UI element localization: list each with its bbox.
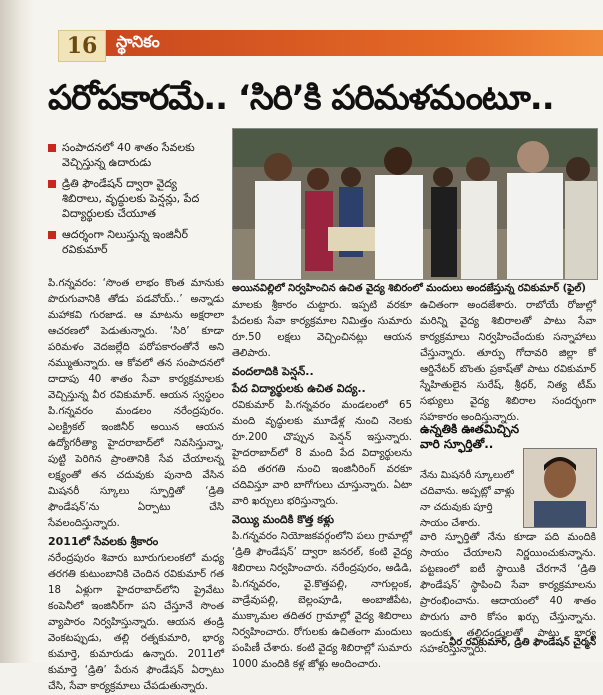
headline: పరోపకారమే.. ‘సిరి’కి పరిమళమంటూ..	[48, 78, 554, 118]
article-paragraph: ఉచితంగా అందజేశారు. రాబోయే రోజుల్లో మరిన్ని వైద్య శిబిరాలతో పాటు సేవా కార్యక్రమాలు నిర్వహించేందుకు సన్నాహాలు చేస్తున్నారు. తూర్పు గోదావరి జిల్లా కో ఆర్డినేటర్ బొంతు ప్రకాష్‌తో పాటు రవికుమార్ స్నేహితులైన సురేష్, శ్రీధర్, నిత్య టీమ్ సభ్యులు వైద్య శిబిరాల సందర్భంగా సహకారం అందిస్తున్నారు.	[420, 300, 596, 423]
subheading: పేద విద్యార్థులకు ఉచిత విద్య..	[232, 382, 366, 395]
subheading: ఉన్నతికి ఊతమిచ్చిన వారి స్ఫూర్తితో..	[420, 422, 519, 451]
highlight-item: డ్రితి ఫౌండేషన్ ద్వారా వైద్య శిబిరాలు, వృద్ధులకు పెన్షన్లు, పేద విద్యార్థులకు చేయూత	[48, 176, 218, 221]
article-column-4	[420, 530, 596, 655]
subheading: వందలాదికి పెన్షన్..	[232, 365, 314, 378]
photo-caption: అయినవిల్లిలో నిర్వహించిన ఉచిత వైద్య శిబిరంలో మందులు అందజేస్తున్న రవికుమార్ (ఫైల్)	[232, 283, 586, 294]
event-photo-image	[233, 129, 597, 279]
article-paragraph: మాలకు శ్రీకారం చుట్టారు. ఇప్పటి వరకూ పేదలకు సేవా కార్యక్రమాల నిమిత్తం సుమారు రూ.50 లక్షలు వెచ్చించినట్లు ఆయన తెలిపారు.	[232, 300, 412, 359]
highlight-item: ఆదర్శంగా నిలుస్తున్న ఇంజినీర్ రవికుమార్	[48, 227, 218, 257]
portrait-image	[524, 449, 596, 527]
signature: - వీర రవికుమార్, డ్రితి ఫౌండేషన్ చైర్మన్	[441, 637, 596, 648]
subheading: వెయ్యి మందికి కొత్త కళ్లు	[232, 513, 334, 526]
highlights-list	[48, 140, 218, 263]
article-paragraph: పి.గన్నవరం నియోజకవర్గంలోని పలు గ్రామాల్లో ‘డ్రితి ఫౌండేషన్’ ద్వారా జనరల్, కంటి వైద్య శిబిరాలు నిర్వహించారు. నరేంద్రపురం, అడిడి, పి.గన్నవరం, వై.కొత్తపల్లి, నాగుల్లంక, వాడ్రేవుపల్లి, బెల్లంపూడి, అంబాజీపేట, ముక్కామల తదితర గ్రామాల్లో వైద్య శిబిరాలు నిర్వహించారు. రోగులకు ఉచితంగా మందులు పంపిణీ చేశారు. కంటి వైద్య శిబిరాల్లో సుమారు 1000 మందికి కళ్ల జోళ్లు అందించారు.	[232, 531, 412, 670]
article-paragraph: నరేంద్రపురం శివారు బూరుగులంకలో మధ్య తరగతి కుటుంబానికి చెందిన రవికుమార్ గత 18 ఏళ్లుగా హైదరాబాద్‌లోని ప్రైవేటు కంపెనీలో ఇంజినీర్‌గా పని చేస్తూనే సొంత వ్యాపారం నిర్వహిస్తున్నారు. ఆయన తండ్రి వెంకటప్పుడు, తల్లి రత్నకుమారి, భార్య కుమార్తె, కుమారుడు ఉన్నారు. 2011లో కుమార్తె ‘డ్రితి’ పేరున ఫౌండేషన్ ఏర్పాటు చేసి, సేవా కార్యక్రమాలు చేపడుతున్నారు.	[48, 553, 224, 692]
article-paragraph: రవికుమార్ పి.గన్నవరం మండలంలో 65 మంది వృద్ధులకు మూడేళ్ల నుంచి నెలకు రూ.200 చొప్పున పెన్షన్ ఇస్తున్నారు. హైదరాబాద్‌లో 8 మంది పేద విద్యార్థులను పది తరగతి నుంచి ఇంజినీరింగ్ వరకూ చదివిస్తూ వారి బాగోగులు చూస్తున్నారు. ఏటా వారి ఖర్చులు భరిస్తున్నారు.	[232, 400, 412, 507]
event-photo	[232, 128, 598, 280]
article-paragraph: వారి స్ఫూర్తితో నేను కూడా పది మందికి సాయం చేయాలని నిర్ణయించుకున్నాను. పట్టణంలో ఐటీ స్థాయికి చేరగానే ‘డ్రితి ఫౌండేషన్’ స్థాపించి సేవా కార్యక్రమాలను ప్రారంభించాను. ఆదాయంలో 40 శాతం పొరుగు వారి కోసం ఖర్చు చేస్తున్నాను. ఇందుకు తల్లిదండ్రులతో పాటు భార్య సహకరిస్తున్నారు.	[420, 532, 596, 655]
section-title: స్థానికం	[116, 32, 160, 51]
quote-box-heading	[420, 420, 520, 454]
article-column-1	[48, 276, 224, 692]
subheading: 2011లో సేవలకు శ్రీకారం	[48, 535, 159, 548]
article-column-3	[420, 298, 596, 423]
article-paragraph: పి.గన్నవరం: ‘సొంత లాభం కొంత మానుకు పొరుగువానికి తోడు పడవోయ్..’ అన్నాడు మహాకవి గురజాడ. ఆ మాటను అక్షరాలా ఆచరణలో పెడుతున్నారు. ‘సిరి’ కూడా పరిమళం వెదజల్లేది పరోపకారంతోనే అని నమ్ముతున్నారు. ఆ కోవలో తన సంపాదనలో దాదాపు 40 శాతం సేవా కార్యక్రమాలకు వెచ్చిస్తున్న వీర రవికుమార్. ఆయన స్వస్థలం పి.గన్నవరం మండలం నరేంద్రపురం. ఎలక్ట్రికల్ ఇంజినీర్ అయిన ఆయన ఉద్యోగరీత్యా హైదరాబాద్‌లో నివసిస్తున్నా, పుట్టి పెరిగిన ప్రాంతానికి సేవ చేయాలన్న లక్ష్యంతో తన చదువుకు పునాది వేసిన మిషనరీ స్కూలు స్ఫూర్తితో ‘డ్రితి ఫౌండేషన్’ను ఏర్పాటు చేసి సేవలందిస్తున్నారు.	[48, 278, 224, 529]
page-header	[40, 22, 603, 62]
paper-fold-edge	[0, 0, 34, 663]
page-number: 16	[58, 30, 106, 62]
section-bar	[106, 30, 603, 56]
quote-box-text: నేను మిషనరీ స్కూలులో చదివాను. అప్పట్లో వాళ్లు నా చదువుకు పూర్తి సాయం చేశారు.	[420, 470, 515, 529]
article-column-2	[232, 298, 412, 670]
portrait-photo	[523, 448, 597, 528]
highlight-item: సంపాదనలో 40 శాతం సేవలకు వెచ్చిస్తున్న ఉదారుడు	[48, 140, 218, 170]
